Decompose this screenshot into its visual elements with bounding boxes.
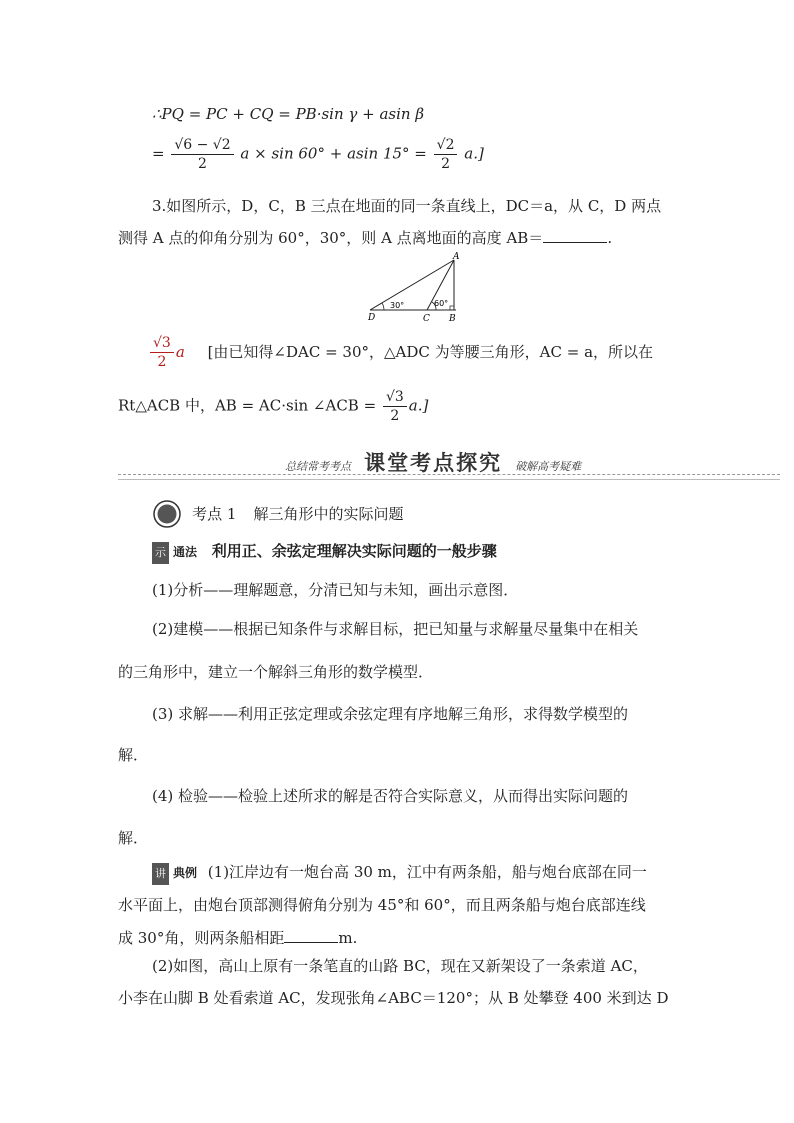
formula-mid: a × sin 60° + asin 15° = <box>240 144 432 163</box>
formula-line-1: ∴PQ = PC + CQ = PB·sin γ + asin β <box>152 105 425 123</box>
kaodian-heading <box>153 500 404 528</box>
example-text-3-end: m. <box>338 929 358 947</box>
banner-left: 总结常考考点 <box>285 460 351 473</box>
answer-explanation-2: Rt△ACB 中，AB = AC·sin ∠ACB = <box>118 396 381 415</box>
explanation-numerator: √3 <box>383 388 407 407</box>
section-banner <box>285 447 581 477</box>
question-3-end: . <box>607 229 613 247</box>
formula-eq: = <box>152 144 170 163</box>
example-line-2: 水平面上，由炮台顶部测得俯角分别为 45°和 60°，而且两条船与炮台底部连线 <box>118 896 646 914</box>
question-3-text: 测得 A 点的仰角分别为 60°，30°，则 A 点离地面的高度 AB＝ <box>118 229 544 247</box>
angle-C-label: 60° <box>434 299 449 308</box>
answer-fraction <box>150 334 174 371</box>
question-3-line-1: 3.如图所示，D，C，B 三点在地面的同一条直线上，DC＝a，从 C，D 两点 <box>152 197 662 215</box>
example-line-3 <box>118 928 357 948</box>
explanation-end: a.] <box>408 396 429 415</box>
example-tag-icon: 讲 <box>152 863 169 885</box>
label-D: D <box>368 313 376 323</box>
step-2-line-1: (2)建模——根据已知条件与求解目标，把已知量与求解量尽量集中在相关 <box>152 620 639 638</box>
example-line-5: 小李在山脚 B 处看索道 AC，发现张角∠ABC＝120°；从 B 处攀登 400 米到达 D <box>118 989 669 1007</box>
step-3-line-2: 解． <box>118 746 149 764</box>
answer-denominator: 2 <box>157 354 167 370</box>
answer-blank <box>543 228 607 243</box>
formula-line-2 <box>152 136 484 173</box>
triangle-figure <box>360 252 470 324</box>
method-tag-label: 通法 <box>173 545 198 559</box>
kaodian-label: 考点 1 <box>192 505 237 523</box>
banner-divider-2 <box>118 479 780 480</box>
fraction-2-denominator: 2 <box>441 156 451 172</box>
step-3-line-1: (3) 求解——利用正弦定理或余弦定理有序地解三角形，求得数学模型的 <box>152 705 629 723</box>
right-angle-mark <box>450 306 454 310</box>
answer-value <box>148 335 190 370</box>
banner-right: 破解高考疑难 <box>515 460 582 473</box>
fraction-1-denominator: 2 <box>198 156 207 172</box>
explanation-denominator: 2 <box>390 408 400 424</box>
answer-line-2 <box>118 388 428 425</box>
step-4-line-2: 解． <box>118 829 149 847</box>
banner-divider <box>118 474 780 475</box>
answer-variable: a <box>175 342 185 361</box>
example-line-1 <box>152 862 647 885</box>
label-A: A <box>453 252 460 262</box>
label-C: C <box>423 314 430 324</box>
circle-bullet-icon <box>153 500 181 528</box>
question-3-line-2 <box>118 228 612 248</box>
angle-arc-D <box>382 303 384 310</box>
example-tag-label: 典例 <box>173 866 198 880</box>
step-4-line-1: (4) 检验——检验上述所求的解是否符合实际意义，从而得出实际问题的 <box>152 787 629 805</box>
fraction-2 <box>434 136 458 173</box>
step-1: (1)分析——理解题意，分清已知与未知，画出示意图． <box>152 581 519 599</box>
example-answer-blank <box>284 928 338 943</box>
formula-end: a.] <box>464 144 484 163</box>
answer-line-1 <box>148 334 653 371</box>
fraction-1-numerator: √6 − √2 <box>171 136 233 155</box>
fraction-1 <box>171 136 233 173</box>
method-heading <box>152 541 497 564</box>
banner-title: 课堂考点探究 <box>364 451 503 475</box>
method-tag-icon: 示 <box>152 542 169 564</box>
example-line-4: (2)如图，高山上原有一条笔直的山路 BC，现在又新架设了一条索道 AC， <box>152 957 648 975</box>
answer-numerator: √3 <box>150 334 174 353</box>
answer-explanation-1: [由已知得∠DAC = 30°，△ADC 为等腰三角形，AC = a，所以在 <box>207 342 654 361</box>
method-title: 利用正、余弦定理解决实际问题的一般步骤 <box>211 542 497 560</box>
label-B: B <box>449 314 456 324</box>
angle-D-label: 30° <box>390 301 405 310</box>
fraction-2-numerator: √2 <box>434 136 458 155</box>
step-2-line-2: 的三角形中，建立一个解斜三角形的数学模型． <box>118 663 434 681</box>
example-text-1: (1)江岸边有一炮台高 30 m，江中有两条船，船与炮台底部在同一 <box>207 863 647 881</box>
kaodian-title: 解三角形中的实际问题 <box>253 505 404 523</box>
example-text-3: 成 30°角，则两条船相距 <box>118 929 285 947</box>
explanation-fraction <box>383 388 407 425</box>
